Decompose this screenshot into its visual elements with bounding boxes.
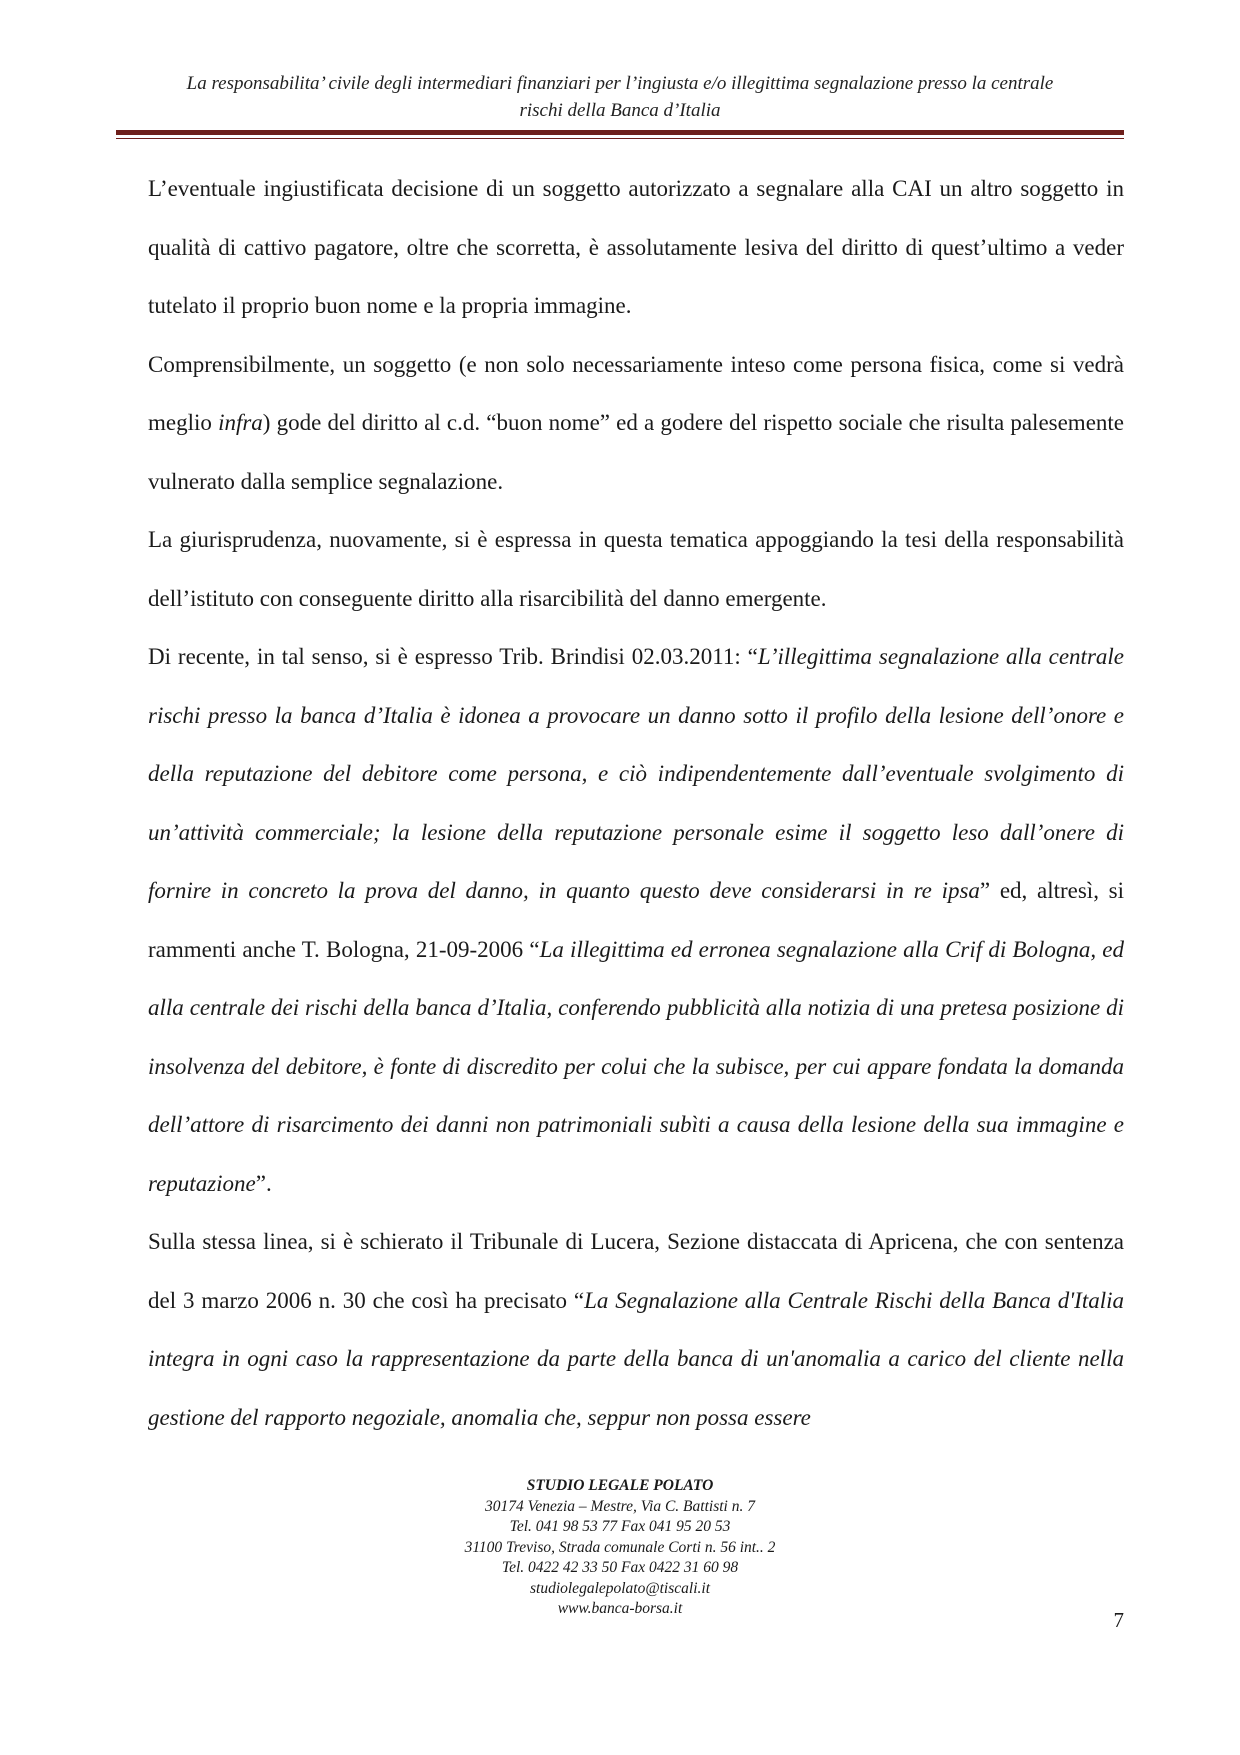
- paragraph-text: ”.: [255, 1170, 272, 1196]
- footer: [118, 1476, 1122, 1620]
- quoted-text: L’illegittima segnalazione alla centrale rischi presso la banca d’Italia è idonea a provocare un danno sotto il profilo della lesione dell’onore e della reputazione del debitore come persona, e ciò indipendentemente dall’eventuale svolgimento di un’attività commerciale; la lesione della reputazione personale esime il soggetto leso dall’onere di fornire in concreto la prova del danno, in quanto questo deve considerarsi in re ipsa: [148, 644, 1124, 903]
- paragraph-text: ) gode del diritto al c.d. “buon nome” ed a godere del rispetto sociale che risulta palesemente vulnerato dalla semplice segnalazione.: [148, 410, 1125, 494]
- paragraph-text: Di recente, in tal senso, si è espresso Trib. Brindisi 02.03.2011: “: [148, 644, 758, 669]
- paragraph-text: ” ed, altresì, si rammenti anche T. Bologna, 21-09-2006 “: [148, 878, 1124, 962]
- quoted-text: La illegittima ed erronea segnalazione alla Crif di Bologna, ed alla centrale dei rischi della banca d’Italia, conferendo pubblicità alla notizia di una pretesa posizione di insolvenza del debitore, è fonte di discredito per colui che la subisce, per cui appare fondata la domanda dell’attore di risarcimento dei danni non patrimoniali subìti a causa della lesione della sua immagine e reputazione: [148, 936, 1124, 1196]
- footer-address-venezia: 30174 Venezia – Mestre, Via C. Battisti n. 7: [485, 1497, 755, 1515]
- header-rule-thick: [116, 130, 1124, 135]
- paragraph-text: Sulla stessa linea, si è schierato il Tribunale di Lucera, Sezione distaccata di Apricena, che con sentenza del 3 marzo 2006 n. 30 che così ha precisato “: [148, 1229, 1124, 1313]
- footer-website: www.banca-borsa.it: [557, 1600, 683, 1617]
- paragraph: [148, 628, 1124, 1213]
- header-line-2: rischi della Banca d’Italia: [519, 100, 721, 121]
- quoted-text: La Segnalazione alla Centrale Rischi della Banca d'Italia integra in ogni caso la rappresentazione da parte della banca di un'anomalia a carico del cliente nella gestione del rapporto negoziale, anomalia che, seppur non possa essere: [148, 1287, 1124, 1430]
- footer-phone-treviso: Tel. 0422 42 33 50 Fax 0422 31 60 98: [501, 1559, 739, 1576]
- paragraph: [148, 1213, 1124, 1447]
- quoted-text: infra: [218, 410, 263, 435]
- footer-email: studiolegalepolato@tiscali.it: [529, 1579, 710, 1597]
- paragraph: [148, 511, 1124, 628]
- paragraph: [148, 336, 1124, 512]
- paragraph-text: La giurisprudenza, nuovamente, si è espressa in questa tematica appoggiando la tesi della responsabilità dell’istituto con conseguente diritto alla risarcibilità del danno emergente.: [148, 527, 1124, 611]
- paragraph-text: L’eventuale ingiustificata decisione di un soggetto autorizzato a segnalare alla CAI un altro soggetto in qualità di cattivo pagatore, oltre che scorretta, è assolutamente lesiva del diritto di quest’ultimo a veder tutelato il proprio buon nome e la propria immagine.: [148, 176, 1124, 318]
- running-header: [118, 70, 1122, 124]
- header-line-1: La responsabilita’ civile degli intermediari finanziari per l’ingiusta e/o illegittima segnalazione presso la centrale: [186, 73, 1054, 94]
- header-rule-thin: [116, 138, 1124, 139]
- paragraph: [148, 160, 1124, 336]
- footer-firm-name: STUDIO LEGALE POLATO: [526, 1477, 714, 1494]
- page-number: 7: [1113, 1608, 1124, 1632]
- body-text: [148, 160, 1124, 1447]
- paragraph-text: Comprensibilmente, un soggetto (e non solo necessariamente inteso come persona fisica, come si vedrà meglio: [148, 351, 1124, 435]
- footer-address-treviso: 31100 Treviso, Strada comunale Corti n. 56 int.. 2: [464, 1538, 776, 1556]
- footer-phone-venezia: Tel. 041 98 53 77 Fax 041 95 20 53: [509, 1518, 731, 1535]
